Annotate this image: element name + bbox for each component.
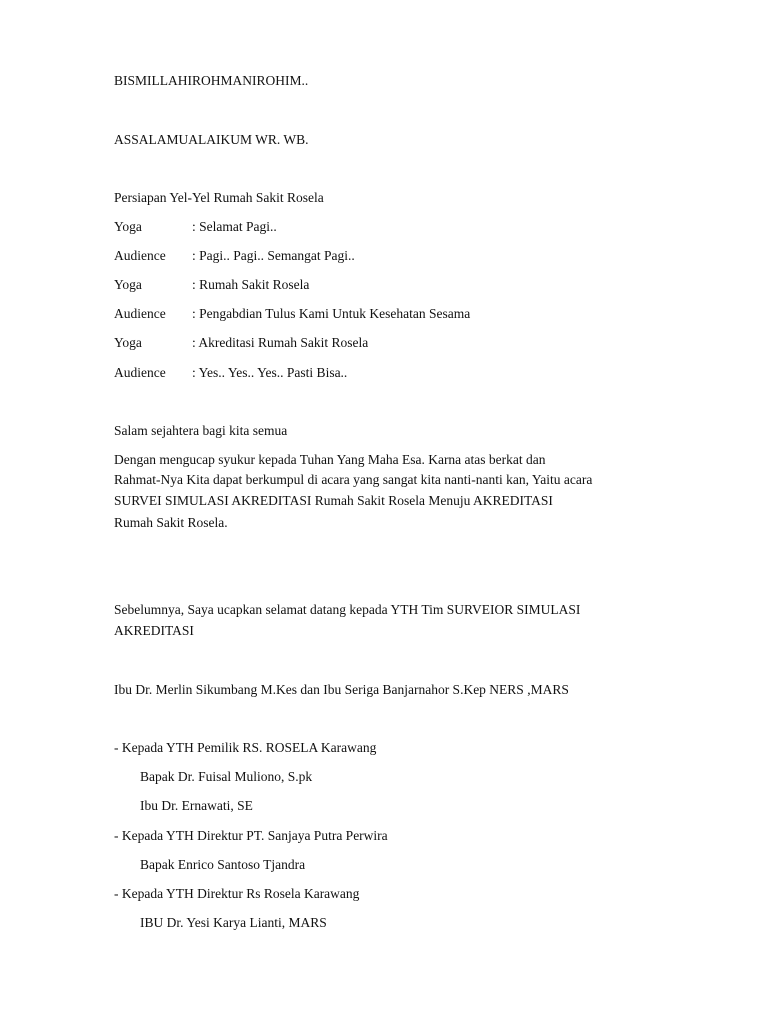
yel-line — [114, 335, 368, 351]
yel-title: Persiapan Yel-Yel Rumah Sakit Rosela — [114, 190, 324, 205]
yel-text: : Selamat Pagi.. — [192, 219, 277, 234]
yel-speaker: Yoga — [114, 219, 142, 234]
yel-line — [114, 306, 470, 322]
yel-speaker: Yoga — [114, 335, 142, 350]
yel-text: : Akreditasi Rumah Sakit Rosela — [192, 335, 369, 350]
opening-line: BISMILLAHIROHMANIROHIM.. — [114, 73, 309, 88]
yel-text: : Pengabdian Tulus Kami Untuk Kesehatan Sesama — [192, 306, 471, 321]
welcome-paragraph-line: Sebelumnya, Saya ucapkan selamat datang kepada YTH Tim SURVEIOR SIMULASI — [114, 602, 581, 617]
honorific-line: Bapak Dr. Fuisal Muliono, S.pk — [140, 769, 313, 784]
yel-speaker: Audience — [114, 248, 166, 263]
honorific-line: - Kepada YTH Direktur PT. Sanjaya Putra Perwira — [114, 828, 388, 843]
surveyors-line: Ibu Dr. Merlin Sikumbang M.Kes dan Ibu Seriga Banjarnahor S.Kep NERS ,MARS — [114, 682, 569, 697]
honorific-line: - Kepada YTH Pemilik RS. ROSELA Karawang — [114, 740, 377, 755]
honorific-line: - Kepada YTH Direktur Rs Rosela Karawang — [114, 886, 360, 901]
intro-paragraph-line: SURVEI SIMULASI AKREDITASI Rumah Sakit Rosela Menuju AKREDITASI — [114, 493, 553, 508]
yel-line — [114, 365, 347, 381]
yel-line — [114, 277, 309, 293]
honorific-line: Bapak Enrico Santoso Tjandra — [140, 857, 306, 872]
welcome-paragraph-line: AKREDITASI — [114, 623, 194, 638]
salam-line: Salam sejahtera bagi kita semua — [114, 423, 288, 438]
yel-text: : Rumah Sakit Rosela — [192, 277, 310, 292]
yel-line — [114, 248, 355, 264]
intro-paragraph-line: Rahmat-Nya Kita dapat berkumpul di acara yang sangat kita nanti-nanti kan, Yaitu acara — [114, 472, 593, 487]
honorific-line: IBU Dr. Yesi Karya Lianti, MARS — [140, 915, 327, 930]
intro-paragraph-line: Rumah Sakit Rosela. — [114, 515, 228, 530]
greeting-line: ASSALAMUALAIKUM WR. WB. — [114, 132, 309, 147]
yel-text: : Pagi.. Pagi.. Semangat Pagi.. — [192, 248, 355, 263]
yel-line — [114, 219, 277, 235]
yel-speaker: Yoga — [114, 277, 142, 292]
yel-speaker: Audience — [114, 306, 166, 321]
yel-speaker: Audience — [114, 365, 166, 380]
honorific-line: Ibu Dr. Ernawati, SE — [140, 798, 253, 813]
intro-paragraph-line: Dengan mengucap syukur kepada Tuhan Yang Maha Esa. Karna atas berkat dan — [114, 452, 546, 467]
yel-text: : Yes.. Yes.. Yes.. Pasti Bisa.. — [192, 365, 348, 380]
